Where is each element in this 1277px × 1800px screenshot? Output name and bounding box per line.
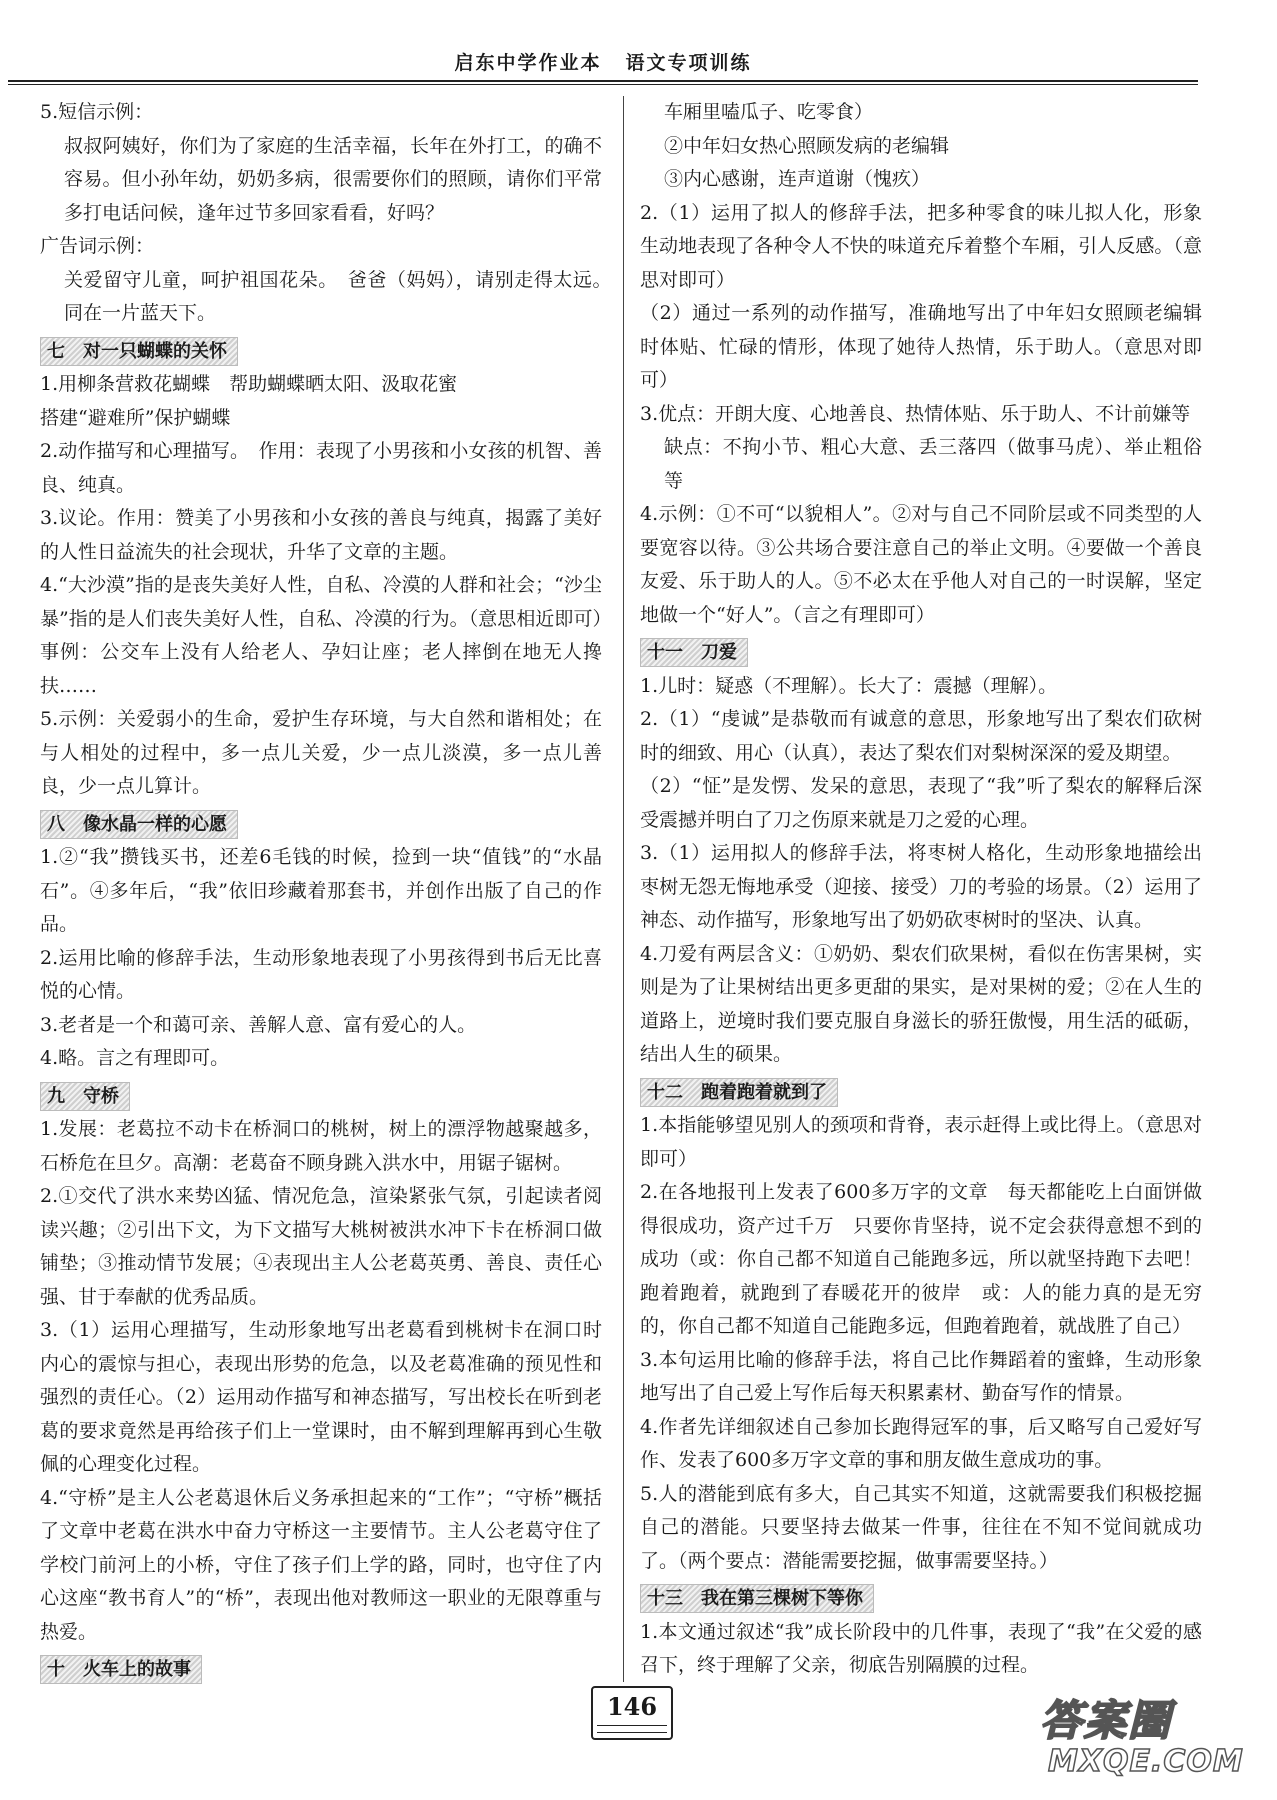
answer-paragraph: 3.优点：开朗大度、心地善良、热情体贴、乐于助人、不计前嫌等	[640, 402, 1191, 425]
section-heading-wrap	[40, 331, 602, 369]
section-heading: 十 火车上的故事	[40, 1655, 202, 1684]
column-divider	[623, 96, 624, 1682]
page-header	[8, 48, 1198, 76]
answer-paragraph: 缺点：不拘小节、粗心大意、丢三落四（做事马虎）、举止粗俗等	[664, 436, 1202, 492]
book-title: 启东中学作业本	[454, 52, 602, 74]
answer-paragraph: 叔叔阿姨好，你们为了家庭的生活幸福，长年在外打工，的确不容易。但小孙年幼，奶奶多病，很需要你们的照顾，请你们平常多打电话问候，逢年过节多回家看看，好吗？	[64, 134, 602, 224]
answer-paragraph: （2）“怔”是发愣、发呆的意思，表现了“我”听了梨农的解释后深受震撼并明白了刀之伤原来就是刀之爱的心理。	[640, 775, 1202, 831]
section-heading-wrap	[640, 632, 1202, 670]
answer-paragraph: 2.在各地报刊上发表了600多万字的文章 每天都能吃上白面饼做得很成功，资产过千万 只要你肯坚持，说不定会获得意想不到的成功（或：你自己都不知道自己能跑多远，所以就坚持跑下去吧！跑着跑着，就跑到了春暖花开的彼岸 或：人的能力真的是无穷的，你自己都不知道自己能跑多远，但跑着跑着，就战胜了自己）	[640, 1181, 1202, 1337]
subject-title: 语文专项训练	[625, 52, 752, 74]
section-heading-wrap	[40, 804, 602, 842]
answer-paragraph: 3.议论。作用：赞美了小男孩和小女孩的善良与纯真，揭露了美好的人性日益流失的社会现状，升华了文章的主题。	[40, 507, 602, 563]
page-number	[591, 1686, 673, 1740]
answer-paragraph: 4.略。言之有理即可。	[40, 1047, 230, 1069]
answer-paragraph: 3.老者是一个和蔼可亲、善解人意、富有爱心的人。	[40, 1013, 477, 1036]
answer-paragraph: 1.本文通过叙述“我”成长阶段中的几件事，表现了“我”在父爱的感召下，终于理解了父亲，彻底告别隔膜的过程。	[640, 1620, 1202, 1676]
answer-paragraph: 关爱留守儿童，呵护祖国花朵。 爸爸（妈妈），请别走得太远。 同在一片蓝天下。	[64, 268, 602, 324]
section-heading-wrap	[640, 1072, 1202, 1110]
answer-paragraph: 1.本指能够望见别人的颈项和背脊，表示赶得上或比得上。（意思对即可）	[640, 1114, 1202, 1170]
watermark-line1: 答案圈	[1040, 1696, 1173, 1745]
answer-paragraph: 2.（1）运用了拟人的修辞手法，把多种零食的味儿拟人化，形象生动地表现了各种令人不快的味道充斥着整个车厢，引人反感。（意思对即可）	[640, 201, 1202, 291]
header-rule	[8, 80, 1198, 85]
answer-paragraph: （2）通过一系列的动作描写，准确地写出了中年妇女照顾老编辑时体贴、忙碌的情形，体现了她待人热情，乐于助人。（意思对即可）	[640, 302, 1202, 391]
right-column	[640, 96, 1202, 1686]
answer-paragraph: 2.运用比喻的修辞手法，生动形象地表现了小男孩得到书后无比喜悦的心情。	[40, 946, 602, 1002]
answer-paragraph: 车厢里嗑瓜子、吃零食）	[664, 101, 874, 123]
answer-paragraph: 4.示例：①不可“以貌相人”。②对与自己不同阶层或不同类型的人要宽容以待。③公共场合要注意自己的举止文明。④要做一个善良友爱、乐于助人的人。⑤不必太在乎他人对自己的一时误解，坚定地做一个“好人”。（言之有理即可）	[640, 503, 1202, 626]
answer-paragraph	[640, 1683, 1202, 1687]
answer-paragraph: 4.“守桥”是主人公老葛退休后义务承担起来的“工作”；“守桥”概括了文章中老葛在洪水中奋力守桥这一主要情节。主人公老葛守住了学校门前河上的小桥，守住了孩子们上学的路，同时，也守住了内心这座“教书育人”的“桥”，表现出他对教师这一职业的无限尊重与热爱。	[40, 1486, 602, 1643]
answer-paragraph: 4.作者先详细叙述自己参加长跑得冠军的事，后又略写自己爱好写作、发表了600多万字文章的事和朋友做生意成功的事。	[640, 1415, 1202, 1471]
answer-paragraph: 2.动作描写和心理描写。 作用：表现了小男孩和小女孩的机智、善良、纯真。	[40, 440, 602, 496]
answer-paragraph: 1.发展：老葛拉不动卡在桥洞口的桃树，树上的漂浮物越聚越多，石桥危在旦夕。高潮：老葛奋不顾身跳入洪水中，用锯子锯树。	[40, 1118, 602, 1174]
answer-paragraph: 3.（1）运用心理描写，生动形象地写出老葛看到桃树卡在洞口时内心的震惊与担心，表现出形势的危急，以及老葛准确的预见性和强烈的责任心。（2）运用动作描写和神态描写，写出校长在听到老葛的要求竟然是再给孩子们上一堂课时，由不解到理解再到心生敬佩的心理变化过程。	[40, 1319, 602, 1475]
answer-paragraph: 1.用柳条营救花蝴蝶 帮助蝴蝶晒太阳、汲取花蜜	[40, 373, 458, 395]
answer-paragraph: 5.示例：关爱弱小的生命，爱护生存环境，与大自然和谐相处；在与人相处的过程中，多一点儿关爱，少一点儿淡漠，多一点儿善良，少一点儿算计。	[40, 708, 602, 797]
answer-paragraph: 4.刀爱有两层含义：①奶奶、梨农们砍果树，看似在伤害果树，实则是为了让果树结出更多更甜的果实，是对果树的爱；②在人生的道路上，逆境时我们要克服自身滋长的骄狂傲慢，用生活的砥砺，结出人生的硕果。	[640, 942, 1202, 1065]
answer-paragraph: 广告词示例：	[40, 235, 155, 257]
section-heading: 十三 我在第三棵树下等你	[640, 1584, 874, 1613]
answer-paragraph: 5.短信示例：	[40, 101, 154, 123]
answer-paragraph: 4.“大沙漠”指的是丧失美好人性，自私、冷漠的人群和社会；“沙尘暴”指的是人们丧失美好人性，自私、冷漠的行为。（意思相近即可） 事例：公交车上没有人给老人、孕妇让座；老人摔倒在地无人搀扶……	[40, 574, 602, 697]
answer-paragraph: 3.本句运用比喻的修辞手法，将自己比作舞蹈着的蜜蜂，生动形象地写出了自己爱上写作后每天积累素材、勤奋写作的情景。	[640, 1348, 1202, 1404]
section-heading-wrap	[640, 1578, 1202, 1616]
left-column	[40, 96, 602, 1686]
section-heading: 八 像水晶一样的心愿	[40, 810, 238, 839]
watermark-logo	[1030, 1688, 1244, 1788]
watermark-line2: MXQE.COM	[1048, 1744, 1244, 1779]
answer-paragraph: 搭建“避难所”保护蝴蝶	[40, 406, 231, 429]
section-heading: 十一 刀爱	[640, 638, 748, 667]
answer-paragraph: 1.儿时：疑惑（不理解）。长大了：震撼（理解）。	[640, 674, 1058, 697]
answer-paragraph: ③内心感谢，连声道谢（愧疚）	[664, 168, 931, 190]
answer-paragraph: 2.①交代了洪水来势凶猛、情况危急，渲染紧张气氛，引起读者阅读兴趣；②引出下文，为下文描写大桃树被洪水冲下卡在桥洞口做铺垫；③推动情节发展；④表现出主人公老葛英勇、善良、责任心强、甘于奉献的优秀品质。	[40, 1185, 602, 1308]
section-heading: 十二 跑着跑着就到了	[640, 1078, 838, 1107]
section-heading-wrap	[40, 1649, 602, 1686]
answer-paragraph: 5.人的潜能到底有多大，自己其实不知道，这就需要我们积极挖掘自己的潜能。只要坚持去做某一件事，往往在不知不觉间就成功了。（两个要点：潜能需要挖掘，做事需要坚持。）	[640, 1482, 1202, 1572]
page-number-text: 146	[606, 1692, 658, 1721]
section-heading: 七 对一只蝴蝶的关怀	[40, 337, 238, 366]
section-heading: 九 守桥	[40, 1082, 130, 1111]
answer-paragraph: 1.②“我”攒钱买书，还差6毛钱的时候，捡到一块“值钱”的“水晶石”。④多年后，“我”依旧珍藏着那套书，并创作出版了自己的作品。	[40, 846, 602, 935]
answer-paragraph: 2.（1）“虔诚”是恭敬而有诚意的意思，形象地写出了梨农们砍树时的细致、用心（认真），表达了梨农们对梨树深深的爱及期望。	[640, 708, 1202, 764]
answer-paragraph: 3.（1）运用拟人的修辞手法，将枣树人格化，生动形象地描绘出枣树无怨无悔地承受（迎接、接受）刀的考验的场景。（2）运用了神态、动作描写，形象地写出了奶奶砍枣树时的坚决、认真。	[640, 842, 1202, 931]
answer-paragraph: ②中年妇女热心照顾发病的老编辑	[664, 134, 950, 157]
section-heading-wrap	[40, 1076, 602, 1114]
